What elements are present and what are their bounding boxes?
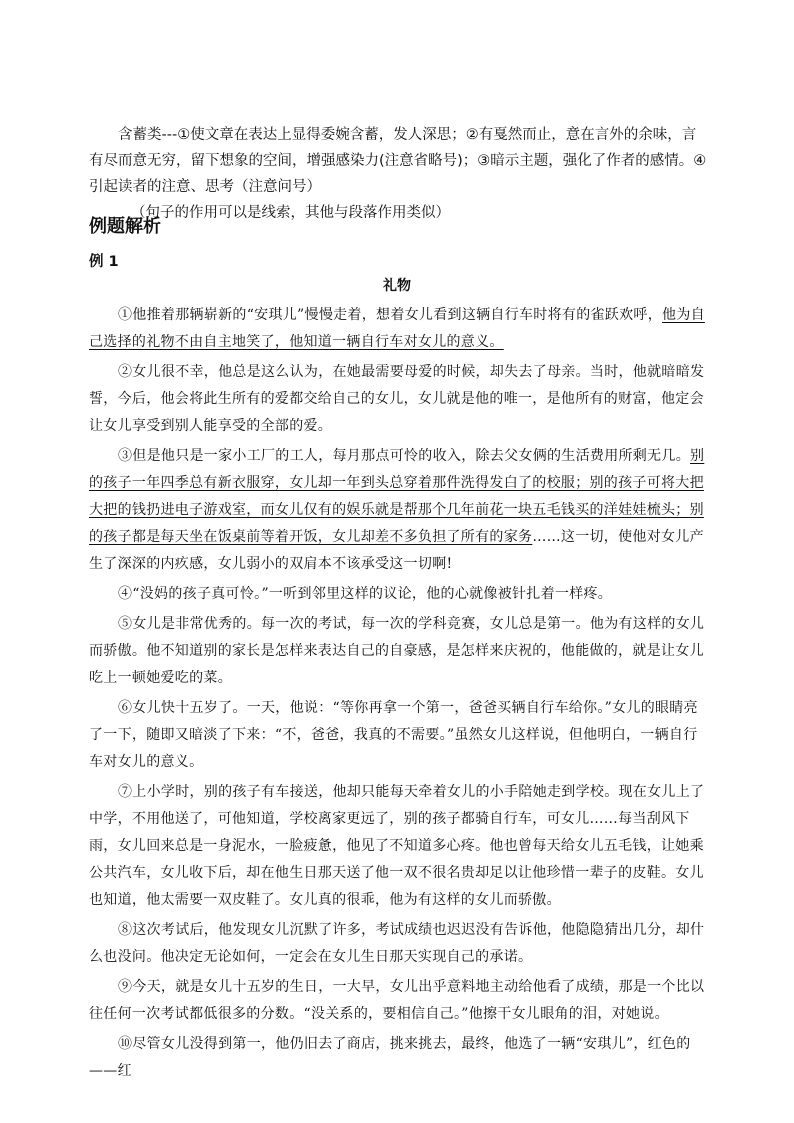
paragraph-8: ⑧这次考试后，他发现女儿沉默了许多，考试成绩也迟迟没有告诉他，他隐隐猜出几分，却什么也没问。他决定无论如何，一定会在女儿生日那天实现自己的承诺。 <box>89 922 705 965</box>
paragraph-3 <box>89 443 707 578</box>
paragraph-2: ②女儿很不幸，他总是这么认为，在她最需要母爱的时候，却失去了母亲。当时，他就暗暗发誓，今后，他会将此生所有的爱都交给自己的女儿，女儿就是他的唯一，是他所有的财富，他定会让女儿享受到别人能享受的全部的爱。 <box>89 364 705 434</box>
paragraph-6: ⑥女儿快十五岁了。一天，他说：“等你再拿一个第一，爸爸买辆自行车给你。”女儿的眼睛亮了一下，随即又暗淡了下来：“不，爸爸，我真的不需要。”虽然女儿这样说，但他明白，一辆自行车对女儿的意义。 <box>89 700 698 770</box>
paragraph-1 <box>89 302 707 356</box>
paragraph-5: ⑤女儿是非常优秀的。每一次的考试，每一次的学科竞赛，女儿总是第一。他为有这样的女儿而骄傲。他不知道别的家长是怎样来表达自己的自豪感，是怎样来庆祝的，他能做的，就是让女儿吃上一顿她爱吃的菜。 <box>89 616 705 686</box>
paragraph-3-end: ……这一切，使他对女儿产生了深深的内疚感，女儿弱小的双肩本不该承受这一切啊! <box>89 529 704 572</box>
paragraph-1-text: ①他推着那辆崭新的“安琪儿”慢慢走着，想着女儿看到这辆自行车时将有的雀跃欢呼， <box>118 307 663 323</box>
paragraph-10: ⑩尽管女儿没得到第一，他仍旧去了商店，挑来挑去，最终，他选了一辆“安琪儿”，红色的——红 <box>89 1036 691 1079</box>
paragraph-3-text: ③但是他只是一家小工厂的工人，每月那点可怜的收入，除去父女俩的生活费用所剩无几。 <box>118 448 690 464</box>
intro-paragraph-implicit-type: 含蓄类---①使文章在表达上显得委婉含蓄，发人深思；②有戛然而止，意在言外的余味，言有尽而意无穷，留下想象的空间，增强感染力(注意省略号)；③暗示主题，强化了作者的感情。④引起读者的注意、思考（注意问号） <box>89 127 707 195</box>
example-label: 例 1 <box>89 254 119 270</box>
story-body <box>89 302 707 1088</box>
intro-block <box>89 122 707 226</box>
paragraph-4: ④“没妈的孩子真可怜。”一听到邻里这样的议论，他的心就像被针扎着一样疼。 <box>118 586 613 602</box>
intro-note: （句子的作用可以是线索，其他与段落作用类似） <box>131 205 450 221</box>
paragraph-1-underlined: 他为自己选择的礼物不由自主地笑了，他知道一辆自行车对女儿的意义。 <box>89 307 705 350</box>
story-title: 礼物 <box>383 278 411 294</box>
section-title: 例题解析 <box>89 216 161 237</box>
paragraph-3-underlined: 别的孩子一年四季总有新衣服穿，女儿却一年到头总穿着那件洗得发白了的校服；别的孩子可将大把大把的钱扔进电子游戏室，而女儿仅有的娱乐就是帮那个几年前花一块五毛钱买的洋娃娃梳头；别的孩子都是每天坐在饭桌前等着开饭，女儿却差不多负担了所有的家务 <box>89 448 705 545</box>
paragraph-7: ⑦上小学时，别的孩子有车接送，他却只能每天牵着女儿的小手陪她走到学校。现在女儿上了中学，不用他送了，可他知道，学校离家更远了，别的孩子都骑自行车，可女儿……每当刮风下雨，女儿回来总是一身泥水，一脸疲惫，他见了不知道多心疼。他也曾每天给女儿五毛钱，让她乘公共汽车，女儿收下后，却在他生日那天送了他一双不很名贵却足以让他珍惜一辈子的皮鞋。女儿也知道，他太需要一双皮鞋了。女儿真的很乖，他为有这样的女儿而骄傲。 <box>89 784 705 908</box>
paragraph-9: ⑨今天，就是女儿十五岁的生日，一大早，女儿出乎意料地主动给他看了成绩，那是一个比以往任何一次考试都低很多的分数。“没关系的，要相信自己。”他擦干女儿眼角的泪，对她说。 <box>89 979 705 1022</box>
